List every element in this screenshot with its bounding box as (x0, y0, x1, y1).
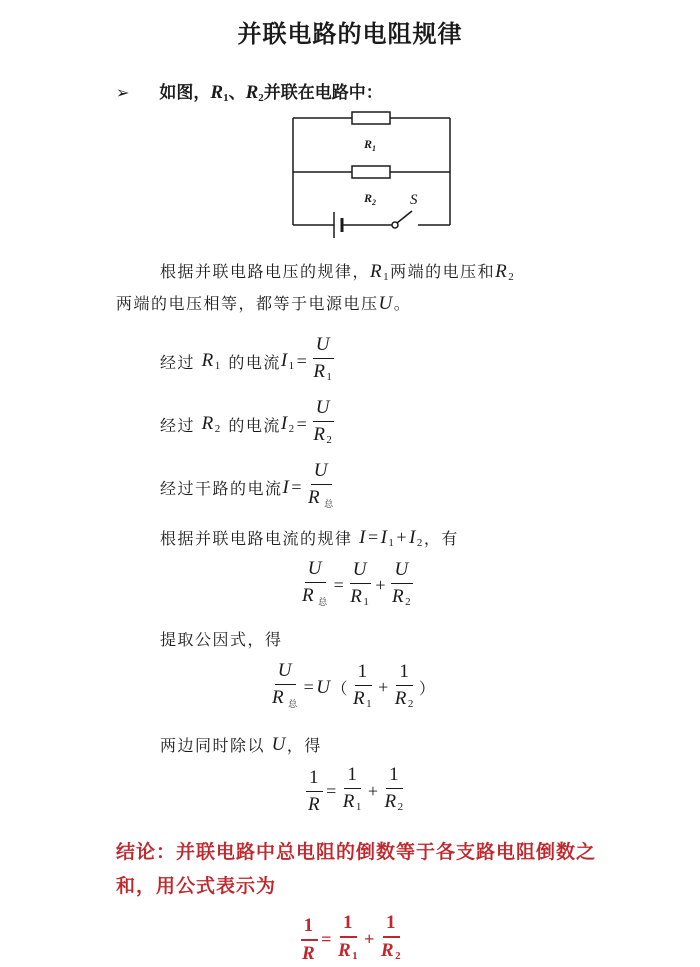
step-current-rule: 根据并联电路电流的规律 I = $I_1$ + $I_2$ ，有 (160, 526, 459, 549)
r2-label: $R_2$ (364, 191, 377, 207)
circuit-diagram (280, 110, 460, 240)
fraction-u-over-r1: $\frac{U}{R_1}$ (313, 334, 334, 383)
resistor-r2 (352, 166, 390, 178)
conclusion-text (116, 835, 606, 903)
intro-r2: $R_2$ (245, 82, 264, 104)
conclusion-body: 并联电路中总电阻的倒数等于各支路电阻倒数之和，用公式表示为 (116, 841, 597, 897)
switch-label: S (410, 192, 418, 208)
step-main-current: 经过干路的电流 I = $\frac{U}{R _总}$ (160, 460, 339, 515)
step-current-r2: 经过 $R_2$ 的电流 $I_2$ = $\frac{U}{R_2}$ (160, 397, 337, 451)
step-divide: 两边同时除以 U ，得 (160, 733, 322, 755)
switch-lever (397, 211, 412, 223)
resistor-r1 (352, 112, 390, 124)
equation-reciprocal: $\frac{1}{R}$ = $\frac{1}{R_1}$ + $\frac{1}{R_2}$ (308, 764, 405, 815)
voltage-para-line2: 两端的电压相等，都等于电源电压U。 (116, 293, 412, 314)
arrow-bullet-icon: ➢ (116, 83, 130, 102)
intro-sep: 、 (228, 83, 246, 103)
voltage-para-line1: 根据并联电路电压的规律，$R_1$两端的电压和$R_2$ (160, 261, 516, 283)
fraction-u-over-rtotal: $\frac{U}{R _总}$ (308, 460, 335, 509)
fraction-u-over-r2: $\frac{U}{R_2}$ (313, 397, 334, 446)
intro-r1: $R_1$ (210, 82, 229, 104)
equation-current-sum: $\frac{U}{R _总}$ = $\frac{U}{R_1}$ + $\frac{U}{R_2}$ (302, 558, 413, 608)
intro-lead: 如图， (159, 83, 211, 103)
step-factor: 提取公因式，得 (160, 630, 283, 649)
equation-factored: $\frac{U}{R _总}$ = U （ $\frac{1}{R_1}$ + $\frac{1}{R_2}$ ） (272, 660, 437, 710)
page-title: 并联电路的电阻规律 (237, 20, 463, 48)
r1-label: $R_1$ (364, 137, 377, 153)
final-formula: $\frac{1}{R}$ = $\frac{1}{R_1}$ + $\frac{1}{R_2}$ (302, 912, 403, 964)
intro-line (116, 78, 383, 104)
step-current-r1: 经过 $R_1$ 的电流 $I_1$ = $\frac{U}{R_1}$ (160, 334, 337, 388)
intro-tail: 并联在电路中： (263, 83, 383, 103)
conclusion-label: 结论： (116, 841, 177, 863)
